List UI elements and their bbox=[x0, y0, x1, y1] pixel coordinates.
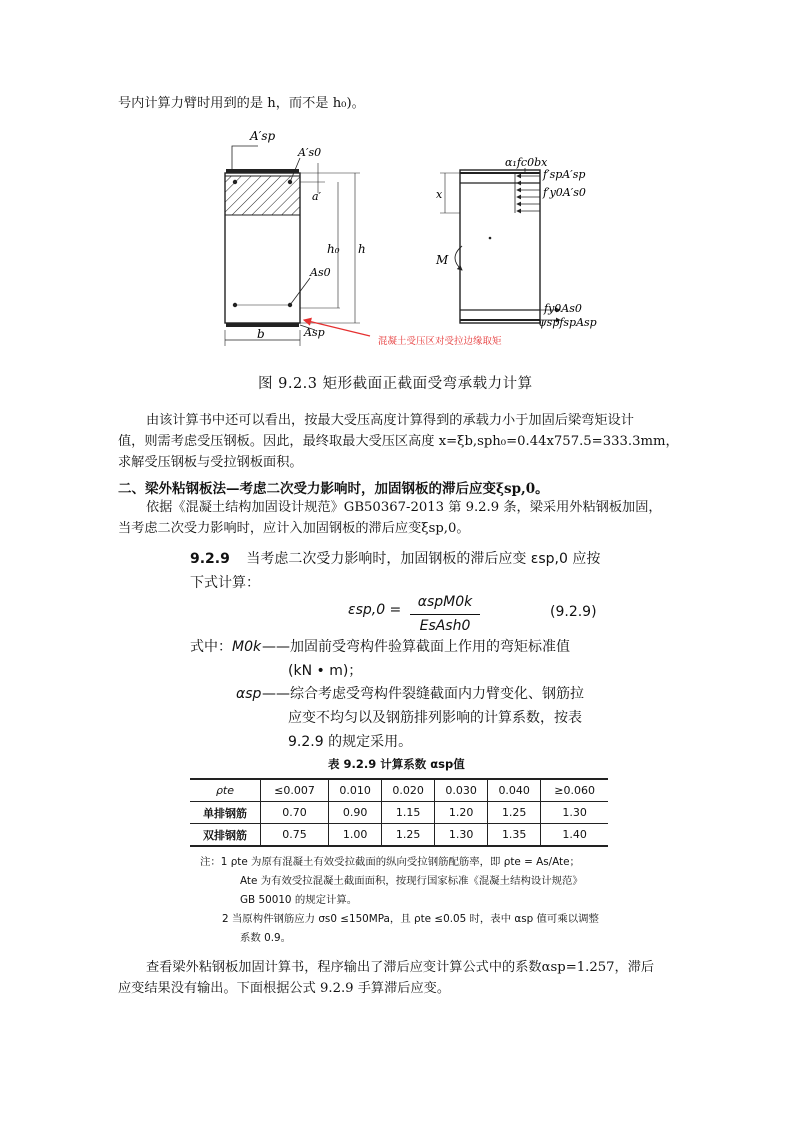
table-cell: 0.75 bbox=[261, 824, 329, 847]
formula-denominator: EsAsh0 bbox=[419, 618, 471, 634]
annotation-text: 混凝土受压区对受拉边缘取矩 bbox=[378, 336, 502, 347]
asp-desc-3: 9.2.9 的规定采用。 bbox=[288, 734, 413, 750]
note-1-line-2: Ate 为有效受拉混凝土截面面积，按现行国家标准《混凝土结构设计规范》 bbox=[240, 875, 583, 887]
label-x: x bbox=[436, 188, 443, 201]
label-asp-prime: A′sp bbox=[250, 129, 276, 143]
table-row bbox=[190, 802, 608, 824]
figure-rect-section-diagram bbox=[200, 118, 600, 358]
m0k-symbol: M0k bbox=[232, 639, 262, 655]
table-cell: 1.00 bbox=[329, 824, 382, 847]
paragraph-1-line-3: 求解受压钢板与受拉钢板面积。 bbox=[118, 455, 303, 470]
paragraph-2-line-2: 当考虑二次受力影响时，应计入加固钢板的滞后应变ξsp,0。 bbox=[118, 521, 470, 536]
left-section bbox=[225, 146, 360, 346]
paragraph-3-line-1: 查看梁外粘钢板加固计算书，程序输出了滞后应变计算公式中的系数αsp=1.257，滞后 bbox=[146, 960, 655, 975]
label-as0-prime: A′s0 bbox=[298, 146, 322, 159]
label-concrete-force: α₁fc0bx bbox=[505, 156, 548, 169]
table-cell: 0.70 bbox=[261, 802, 329, 824]
asp-desc-2: 应变不均匀以及钢筋排列影响的计算系数，按表 bbox=[288, 710, 582, 726]
paragraph-1-line-1: 由该计算书中还可以看出，按最大受压高度计算得到的承载力小于加固后梁弯矩设计 bbox=[146, 413, 634, 428]
formula-lhs: εsp,0 = bbox=[348, 602, 402, 618]
paragraph-2 bbox=[118, 497, 678, 539]
where-label: 式中： bbox=[190, 639, 232, 655]
table-row bbox=[190, 824, 608, 847]
table-header-cell: ≤0.007 bbox=[261, 779, 329, 802]
table-cell: 1.25 bbox=[488, 802, 541, 824]
note-1-line-1: 注：1 ρte 为原有混凝土有效受拉截面的纵向受拉钢筋配筋率，即 ρte = As/Ate； bbox=[200, 856, 580, 868]
paragraph-3-line-2: 应变结果没有输出。下面根据公式 9.2.9 手算滞后应变。 bbox=[118, 981, 451, 996]
asp-symbol: αsp bbox=[236, 686, 262, 702]
label-as0: As0 bbox=[310, 266, 331, 279]
label-h0: h₀ bbox=[327, 242, 340, 256]
table-header-cell: ≥0.060 bbox=[541, 779, 608, 802]
table-cell: 0.90 bbox=[329, 802, 382, 824]
formula-number: (9.2.9) bbox=[550, 604, 597, 620]
clause-text-1: 当考虑二次受力影响时，加固钢板的滞后应变 εsp,0 应按 bbox=[246, 551, 601, 567]
table-cell: 1.15 bbox=[382, 802, 435, 824]
label-m: M bbox=[436, 253, 449, 267]
paragraph-1 bbox=[118, 410, 678, 473]
table-cell: 双排钢筋 bbox=[190, 824, 261, 847]
label-bot-s0: fy0As0 bbox=[544, 302, 582, 315]
label-top-sp: f′spA′sp bbox=[543, 168, 586, 181]
label-a-prime: a′ bbox=[312, 190, 322, 203]
label-h: h bbox=[358, 242, 366, 256]
table-header-cell: 0.040 bbox=[488, 779, 541, 802]
table-cell: 1.25 bbox=[382, 824, 435, 847]
table-cell: 1.30 bbox=[435, 824, 488, 847]
paragraph-1-line-2: 值，则需考虑受压钢板。因此，最终取最大受压区高度 x=ξb,sph₀=0.44x757.5=333.3mm， bbox=[118, 434, 679, 449]
m0k-desc-2: (kN • m)； bbox=[288, 663, 363, 679]
table-title: 表 9.2.9 计算系数 αsp值 bbox=[328, 757, 465, 771]
clause-line-1 bbox=[190, 547, 600, 571]
table-header-cell: ρte bbox=[190, 779, 261, 802]
clause-number: 9.2.9 bbox=[190, 551, 230, 567]
paragraph-2-line-1: 依据《混凝土结构加固设计规范》GB50367-2013 第 9.2.9 条，梁采用外粘钢板加固， bbox=[146, 500, 662, 515]
intro-line: 号内计算力臂时用到的是 h，而不是 h₀)。 bbox=[118, 96, 365, 111]
table-cell: 1.30 bbox=[541, 802, 608, 824]
formula-numerator: αspM0k bbox=[417, 594, 473, 610]
note-2-line-2: 系数 0.9。 bbox=[240, 932, 291, 944]
label-asp: Asp bbox=[304, 326, 325, 339]
m0k-desc-1: ——加固前受弯构件验算截面上作用的弯矩标准值 bbox=[262, 639, 570, 655]
table-header-cell: 0.030 bbox=[435, 779, 488, 802]
table-cell: 1.20 bbox=[435, 802, 488, 824]
table-header-cell: 0.010 bbox=[329, 779, 382, 802]
table-cell: 单排钢筋 bbox=[190, 802, 261, 824]
asp-desc-1: ——综合考虑受弯构件裂缝截面内力臂变化、钢筋拉 bbox=[262, 686, 584, 702]
table-cell: 1.40 bbox=[541, 824, 608, 847]
figure-caption: 图 9.2.3 矩形截面正截面受弯承载力计算 bbox=[258, 376, 533, 392]
section-heading-2: 二、梁外粘钢板法—考虑二次受力影响时，加固钢板的滞后应变ξsp,0。 bbox=[118, 481, 549, 497]
paragraph-3 bbox=[118, 957, 678, 999]
table-header-row bbox=[190, 779, 608, 802]
note-2-line-1: 2 当原构件钢筋应力 σs0 ≤150MPa，且 ρte ≤0.05 时，表中 αsp 值可乘以调整 bbox=[222, 913, 599, 925]
note-1-line-3: GB 50010 的规定计算。 bbox=[240, 894, 358, 906]
label-bot-sp: ψspfspAsp bbox=[538, 316, 597, 329]
table-header-cell: 0.020 bbox=[382, 779, 435, 802]
coefficient-table bbox=[190, 778, 608, 847]
table-cell: 1.35 bbox=[488, 824, 541, 847]
right-stress-diagram bbox=[440, 168, 560, 323]
clause-line-2: 下式计算： bbox=[190, 575, 260, 591]
label-b: b bbox=[257, 327, 265, 341]
label-top-s0: f′y0A′s0 bbox=[543, 186, 586, 199]
